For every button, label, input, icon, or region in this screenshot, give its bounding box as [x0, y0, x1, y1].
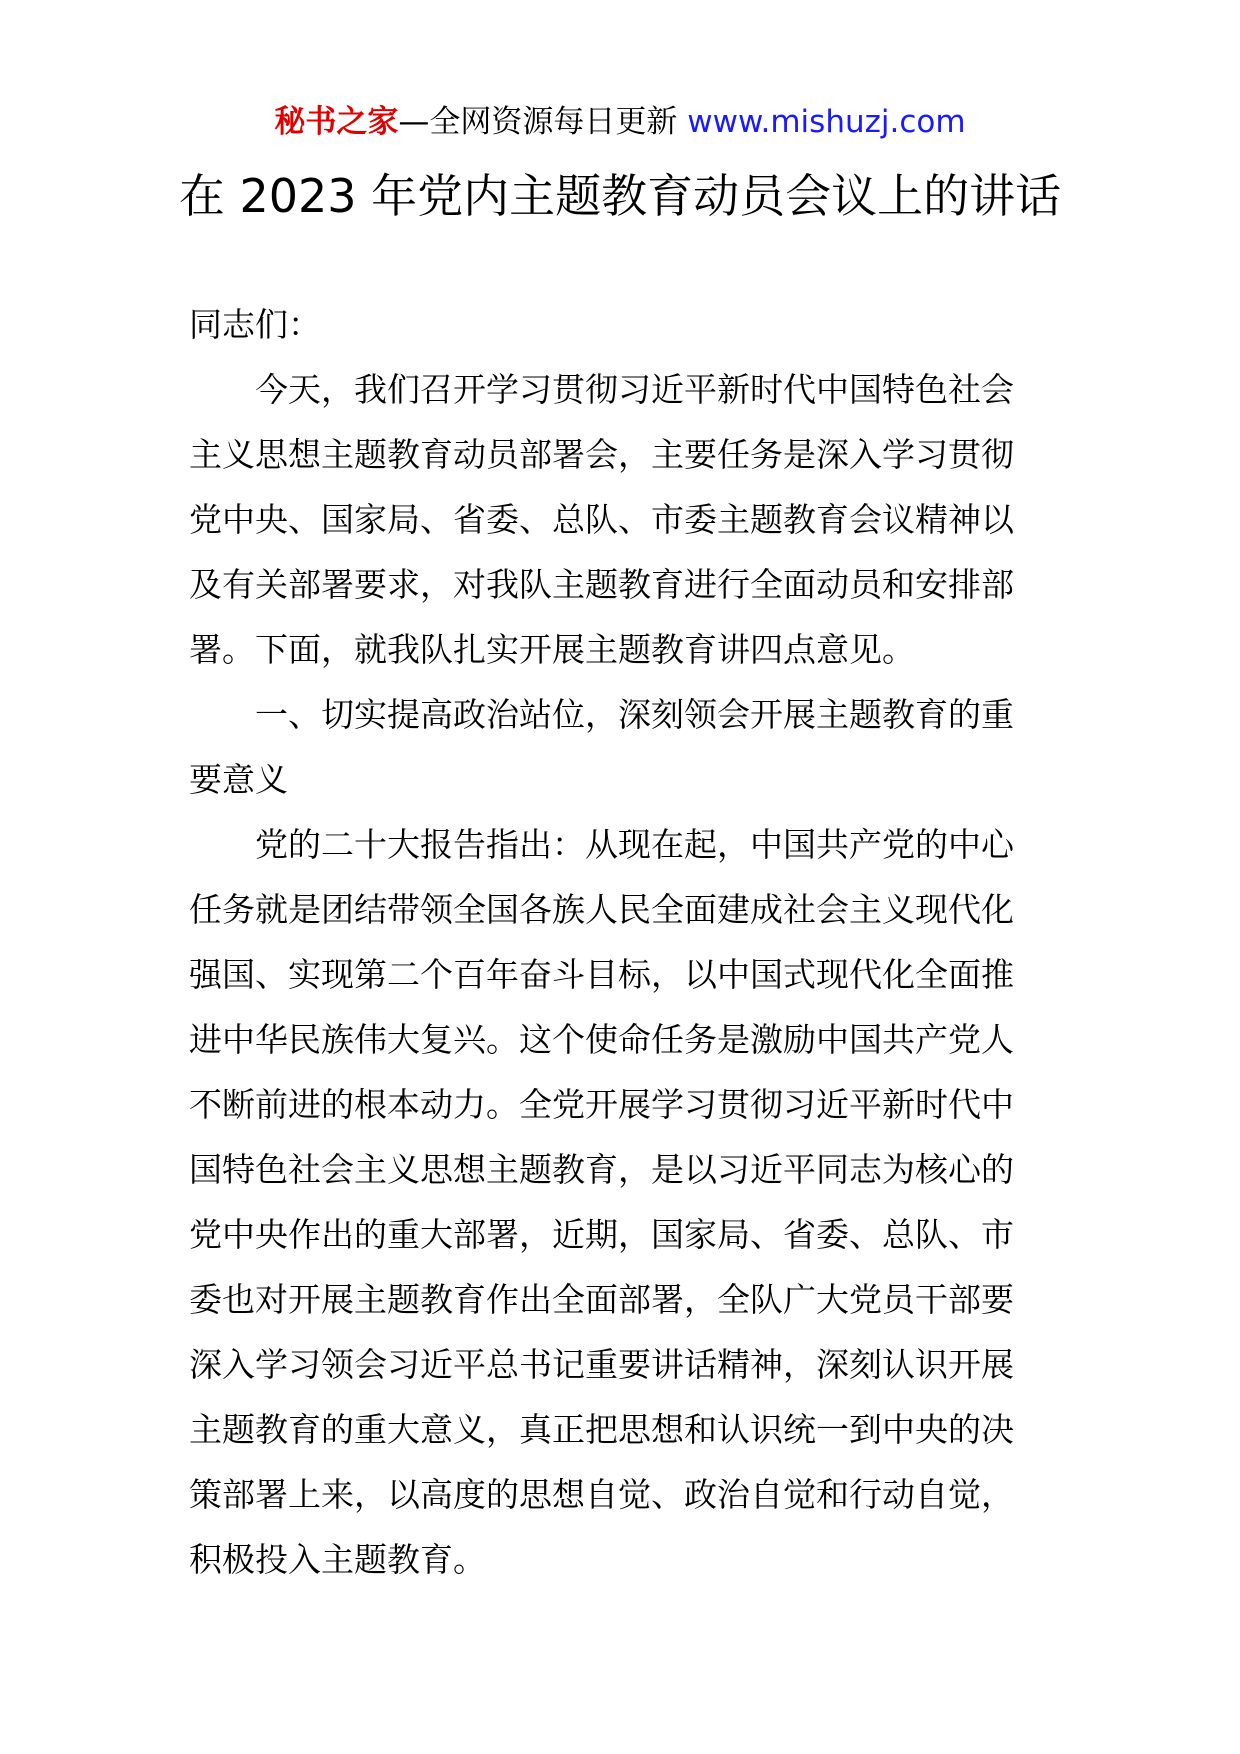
paragraph-line: 署。下面，就我队扎实开展主题教育讲四点意见。 [189, 630, 915, 669]
paragraph-line: 策部署上来，以高度的思想自觉、政治自觉和行动自觉， [189, 1475, 1014, 1514]
section-heading-line: 要意义 [189, 760, 288, 799]
paragraph-line: 深入学习领会习近平总书记重要讲话精神，深刻认识开展 [189, 1345, 1014, 1384]
paragraph-line: 党中央、国家局、省委、总队、市委主题教育会议精神以 [189, 500, 1014, 539]
paragraph-line: 任务就是团结带领全国各族人民全面建成社会主义现代化 [189, 890, 1014, 929]
paragraph-line: 主题教育的重大意义，真正把思想和认识统一到中央的决 [189, 1410, 1014, 1449]
document-body [189, 292, 1057, 1592]
paragraph-line: 强国、实现第二个百年奋斗目标，以中国式现代化全面推 [189, 955, 1014, 994]
brand-name: 秘书之家 [274, 104, 399, 140]
paragraph-line: 今天，我们召开学习贯彻习近平新时代中国特色社会 [255, 370, 1014, 409]
paragraph-line: 及有关部署要求，对我队主题教育进行全面动员和安排部 [189, 565, 1014, 604]
paragraph-line: 党的二十大报告指出：从现在起，中国共产党的中心 [255, 825, 1014, 864]
tagline: —全网资源每日更新 [398, 104, 688, 140]
paragraph-line: 委也对开展主题教育作出全面部署，全队广大党员干部要 [189, 1280, 1014, 1319]
paragraph-line: 主义思想主题教育动员部署会，主要任务是深入学习贯彻 [189, 435, 1014, 474]
salutation: 同志们： [189, 305, 321, 344]
paragraph-line: 进中华民族伟大复兴。这个使命任务是激励中国共产党人 [189, 1020, 1014, 1059]
section-heading-line: 一、切实提高政治站位，深刻领会开展主题教育的重 [255, 695, 1014, 734]
site-url[interactable]: www.mishuzj.com [687, 104, 966, 140]
paragraph-line: 积极投入主题教育。 [189, 1540, 486, 1579]
site-header [0, 100, 1240, 144]
paragraph-line: 党中央作出的重大部署，近期，国家局、省委、总队、市 [189, 1215, 1014, 1254]
paragraph-line: 国特色社会主义思想主题教育，是以习近平同志为核心的 [189, 1150, 1014, 1189]
document-title: 在 2023 年党内主题教育动员会议上的讲话 [178, 169, 1062, 223]
paragraph-line: 不断前进的根本动力。全党开展学习贯彻习近平新时代中 [189, 1085, 1014, 1124]
